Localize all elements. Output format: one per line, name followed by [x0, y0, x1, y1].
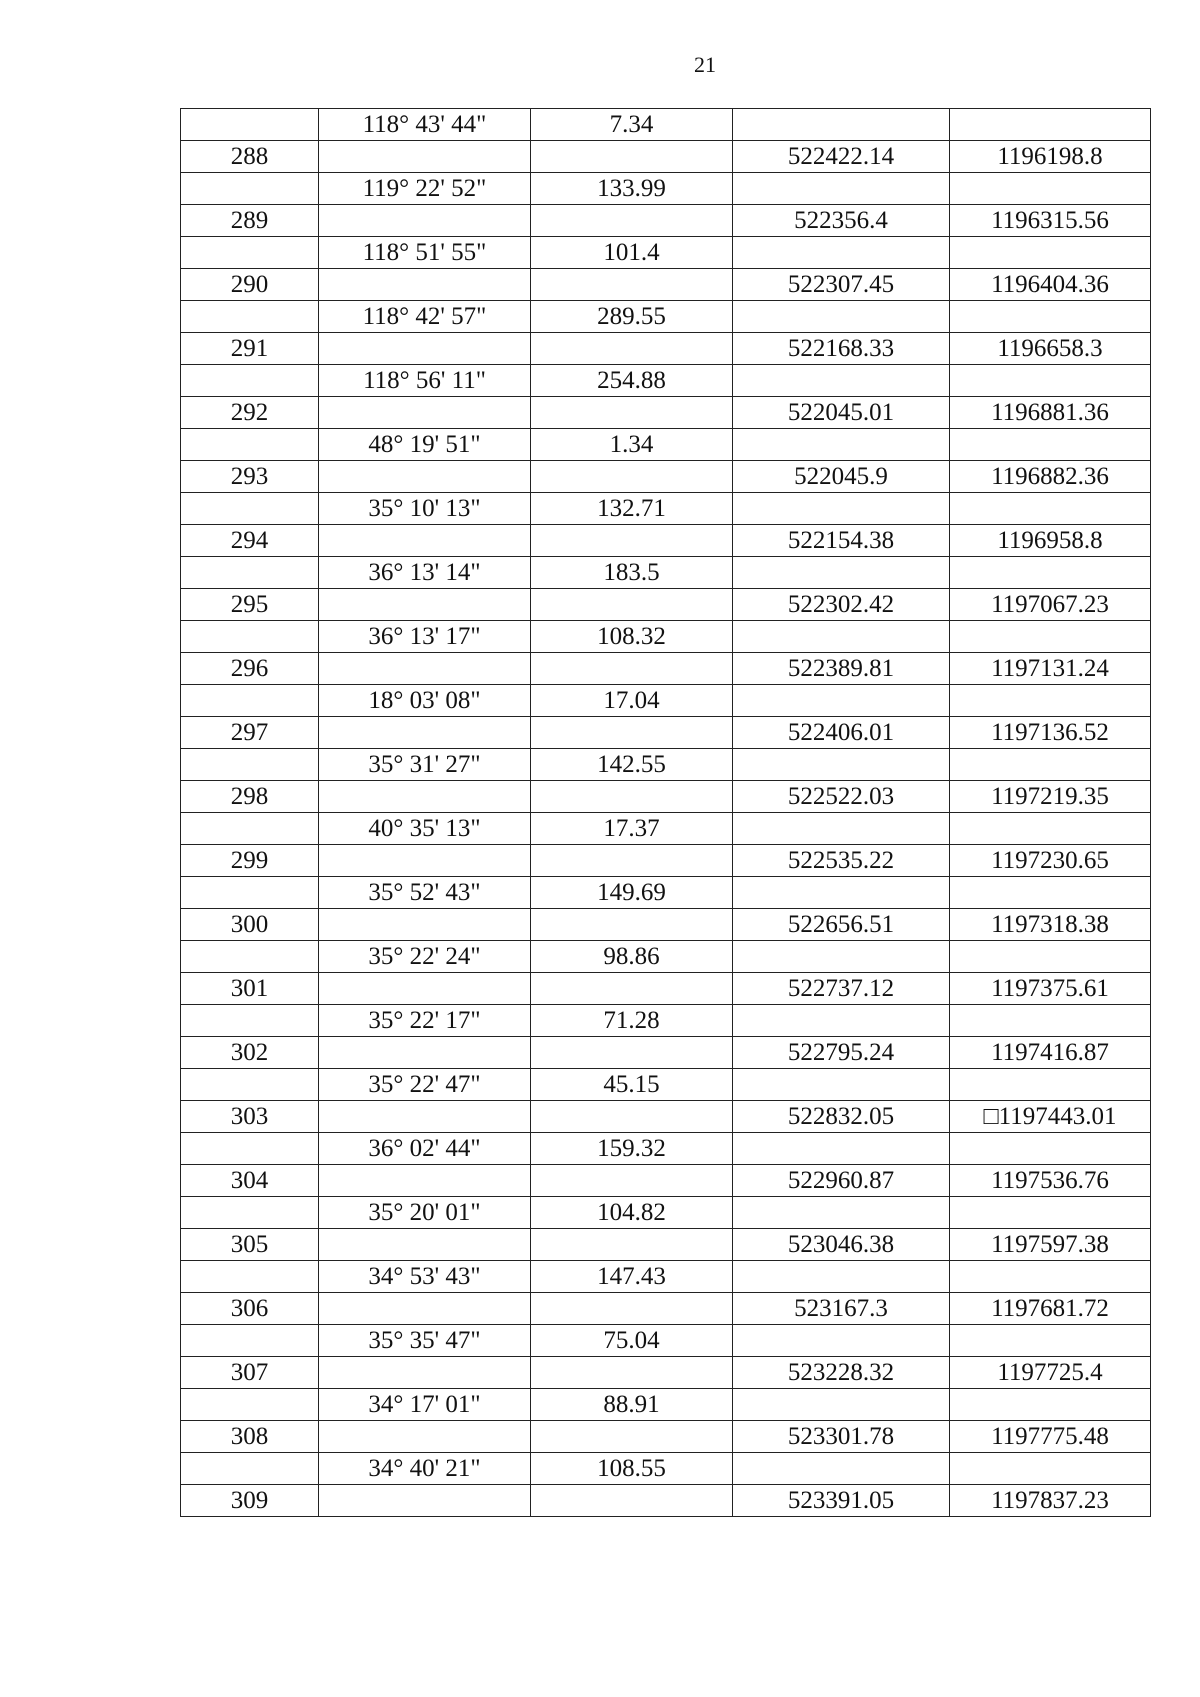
cell-bearing [319, 717, 531, 749]
cell-northing: 522737.12 [733, 973, 950, 1005]
cell-bearing: 118° 42' 57" [319, 301, 531, 333]
cell-distance: 183.5 [531, 557, 733, 589]
cell-northing [733, 813, 950, 845]
cell-northing [733, 1261, 950, 1293]
cell-northing: 522406.01 [733, 717, 950, 749]
cell-bearing: 34° 53' 43" [319, 1261, 531, 1293]
cell-bearing: 35° 52' 43" [319, 877, 531, 909]
cell-easting: 1197837.23 [950, 1485, 1151, 1517]
cell-distance [531, 909, 733, 941]
cell-northing: 522832.05 [733, 1101, 950, 1133]
cell-easting [950, 429, 1151, 461]
cell-distance: 17.37 [531, 813, 733, 845]
survey-coordinates-table [180, 108, 1151, 1517]
cell-station: 294 [181, 525, 319, 557]
cell-northing [733, 1133, 950, 1165]
cell-northing: 523046.38 [733, 1229, 950, 1261]
cell-bearing: 48° 19' 51" [319, 429, 531, 461]
table-row [181, 813, 1151, 845]
cell-northing [733, 621, 950, 653]
cell-station: 307 [181, 1357, 319, 1389]
cell-bearing [319, 1101, 531, 1133]
cell-bearing [319, 141, 531, 173]
cell-station [181, 813, 319, 845]
cell-bearing: 35° 22' 24" [319, 941, 531, 973]
table-row [181, 1453, 1151, 1485]
cell-distance [531, 781, 733, 813]
cell-easting [950, 1005, 1151, 1037]
cell-easting [950, 1453, 1151, 1485]
cell-bearing: 35° 31' 27" [319, 749, 531, 781]
cell-easting [950, 365, 1151, 397]
cell-northing: 522960.87 [733, 1165, 950, 1197]
cell-easting [950, 1261, 1151, 1293]
cell-bearing: 36° 13' 14" [319, 557, 531, 589]
cell-station [181, 877, 319, 909]
cell-northing [733, 109, 950, 141]
cell-northing: 522535.22 [733, 845, 950, 877]
cell-bearing: 118° 51' 55" [319, 237, 531, 269]
table-row [181, 429, 1151, 461]
cell-bearing: 35° 10' 13" [319, 493, 531, 525]
table-row [181, 109, 1151, 141]
table-row [181, 205, 1151, 237]
cell-station [181, 1453, 319, 1485]
cell-easting [950, 557, 1151, 589]
table-row [181, 269, 1151, 301]
cell-easting [950, 173, 1151, 205]
table-row [181, 749, 1151, 781]
cell-easting: 1197136.52 [950, 717, 1151, 749]
cell-easting [950, 1389, 1151, 1421]
cell-station [181, 237, 319, 269]
cell-distance [531, 973, 733, 1005]
cell-distance [531, 1101, 733, 1133]
cell-easting [950, 1069, 1151, 1101]
cell-easting [950, 685, 1151, 717]
table-row [181, 173, 1151, 205]
cell-station: 302 [181, 1037, 319, 1069]
table-row [181, 685, 1151, 717]
cell-distance: 147.43 [531, 1261, 733, 1293]
cell-bearing [319, 1165, 531, 1197]
cell-easting [950, 749, 1151, 781]
cell-station [181, 429, 319, 461]
cell-bearing [319, 1357, 531, 1389]
cell-bearing: 40° 35' 13" [319, 813, 531, 845]
cell-distance [531, 1357, 733, 1389]
cell-northing [733, 1005, 950, 1037]
cell-bearing [319, 1229, 531, 1261]
cell-bearing: 35° 22' 47" [319, 1069, 531, 1101]
cell-northing [733, 557, 950, 589]
cell-northing: 522154.38 [733, 525, 950, 557]
cell-distance: 133.99 [531, 173, 733, 205]
cell-station: 297 [181, 717, 319, 749]
table-row [181, 237, 1151, 269]
cell-distance [531, 525, 733, 557]
cell-easting: 1197597.38 [950, 1229, 1151, 1261]
cell-distance: 254.88 [531, 365, 733, 397]
cell-distance: 159.32 [531, 1133, 733, 1165]
cell-easting [950, 109, 1151, 141]
cell-bearing [319, 1421, 531, 1453]
cell-bearing: 35° 35' 47" [319, 1325, 531, 1357]
cell-station [181, 749, 319, 781]
cell-station: 309 [181, 1485, 319, 1517]
cell-northing: 522302.42 [733, 589, 950, 621]
table-row [181, 973, 1151, 1005]
cell-bearing [319, 909, 531, 941]
table-row [181, 717, 1151, 749]
cell-distance: 132.71 [531, 493, 733, 525]
cell-northing [733, 1325, 950, 1357]
cell-distance: 45.15 [531, 1069, 733, 1101]
cell-bearing [319, 653, 531, 685]
cell-distance: 17.04 [531, 685, 733, 717]
cell-northing: 522356.4 [733, 205, 950, 237]
cell-easting: 1196882.36 [950, 461, 1151, 493]
table-row [181, 1133, 1151, 1165]
cell-station [181, 557, 319, 589]
cell-northing [733, 685, 950, 717]
cell-bearing [319, 1037, 531, 1069]
table-row [181, 333, 1151, 365]
cell-northing [733, 493, 950, 525]
table-body [181, 109, 1151, 1517]
cell-northing: 523167.3 [733, 1293, 950, 1325]
cell-easting [950, 941, 1151, 973]
cell-easting: 1197067.23 [950, 589, 1151, 621]
table-row [181, 461, 1151, 493]
cell-station: 303 [181, 1101, 319, 1133]
cell-northing: 522045.01 [733, 397, 950, 429]
cell-distance: 101.4 [531, 237, 733, 269]
cell-station [181, 1005, 319, 1037]
cell-distance: 104.82 [531, 1197, 733, 1229]
cell-easting: 1196198.8 [950, 141, 1151, 173]
cell-bearing: 34° 17' 01" [319, 1389, 531, 1421]
cell-easting: 1197219.35 [950, 781, 1151, 813]
cell-distance: 7.34 [531, 109, 733, 141]
cell-easting [950, 493, 1151, 525]
cell-bearing [319, 525, 531, 557]
cell-easting [950, 1197, 1151, 1229]
cell-station [181, 1261, 319, 1293]
cell-bearing [319, 589, 531, 621]
table-row [181, 1293, 1151, 1325]
cell-station [181, 1133, 319, 1165]
cell-northing [733, 1069, 950, 1101]
cell-northing [733, 365, 950, 397]
cell-station: 308 [181, 1421, 319, 1453]
cell-northing [733, 1389, 950, 1421]
table-row [181, 1005, 1151, 1037]
cell-northing [733, 429, 950, 461]
cell-distance [531, 397, 733, 429]
cell-northing [733, 941, 950, 973]
table-row [181, 525, 1151, 557]
cell-distance [531, 589, 733, 621]
cell-northing: 522168.33 [733, 333, 950, 365]
cell-northing: 522795.24 [733, 1037, 950, 1069]
cell-distance: 75.04 [531, 1325, 733, 1357]
table-row [181, 653, 1151, 685]
cell-northing: 522656.51 [733, 909, 950, 941]
cell-bearing: 119° 22' 52" [319, 173, 531, 205]
cell-distance [531, 1421, 733, 1453]
cell-station: 301 [181, 973, 319, 1005]
table-row [181, 1325, 1151, 1357]
table-row [181, 141, 1151, 173]
table-row [181, 493, 1151, 525]
cell-station [181, 1389, 319, 1421]
table-row [181, 1421, 1151, 1453]
cell-northing: 522307.45 [733, 269, 950, 301]
cell-distance: 142.55 [531, 749, 733, 781]
cell-distance [531, 653, 733, 685]
cell-station: 289 [181, 205, 319, 237]
cell-station [181, 1197, 319, 1229]
cell-easting [950, 1325, 1151, 1357]
cell-station [181, 685, 319, 717]
cell-bearing [319, 973, 531, 1005]
table-row [181, 1229, 1151, 1261]
table-row [181, 1357, 1151, 1389]
cell-distance [531, 1165, 733, 1197]
cell-northing: 523391.05 [733, 1485, 950, 1517]
table-row [181, 1165, 1151, 1197]
cell-northing [733, 301, 950, 333]
cell-distance: 71.28 [531, 1005, 733, 1037]
cell-northing: 522389.81 [733, 653, 950, 685]
cell-station: 305 [181, 1229, 319, 1261]
cell-distance [531, 141, 733, 173]
page-number: 21 [694, 52, 716, 77]
cell-bearing: 34° 40' 21" [319, 1453, 531, 1485]
cell-station: 293 [181, 461, 319, 493]
table-row [181, 621, 1151, 653]
cell-bearing [319, 1293, 531, 1325]
cell-bearing: 118° 56' 11" [319, 365, 531, 397]
cell-distance: 98.86 [531, 941, 733, 973]
cell-bearing [319, 269, 531, 301]
cell-northing: 523228.32 [733, 1357, 950, 1389]
cell-distance [531, 1485, 733, 1517]
cell-station: 288 [181, 141, 319, 173]
table-row [181, 1037, 1151, 1069]
cell-bearing: 18° 03' 08" [319, 685, 531, 717]
cell-station: 292 [181, 397, 319, 429]
cell-easting: 1197131.24 [950, 653, 1151, 685]
cell-distance: 1.34 [531, 429, 733, 461]
cell-station: 296 [181, 653, 319, 685]
cell-station [181, 1069, 319, 1101]
cell-easting: 1197375.61 [950, 973, 1151, 1005]
cell-station [181, 493, 319, 525]
cell-station [181, 941, 319, 973]
cell-distance [531, 269, 733, 301]
cell-station: 295 [181, 589, 319, 621]
cell-station [181, 1325, 319, 1357]
cell-distance: 108.55 [531, 1453, 733, 1485]
cell-northing [733, 1453, 950, 1485]
cell-easting: 1196658.3 [950, 333, 1151, 365]
cell-easting: 1197681.72 [950, 1293, 1151, 1325]
table-row [181, 365, 1151, 397]
cell-easting: 1196881.36 [950, 397, 1151, 429]
cell-distance: 108.32 [531, 621, 733, 653]
table-row [181, 1485, 1151, 1517]
cell-easting [950, 621, 1151, 653]
cell-northing: 523301.78 [733, 1421, 950, 1453]
cell-easting: 1196958.8 [950, 525, 1151, 557]
cell-distance [531, 1229, 733, 1261]
table-row [181, 1101, 1151, 1133]
cell-easting [950, 1133, 1151, 1165]
cell-northing: 522045.9 [733, 461, 950, 493]
cell-bearing: 118° 43' 44" [319, 109, 531, 141]
cell-distance [531, 1293, 733, 1325]
cell-bearing [319, 781, 531, 813]
cell-easting [950, 301, 1151, 333]
cell-distance: 289.55 [531, 301, 733, 333]
cell-station [181, 621, 319, 653]
table-row [181, 909, 1151, 941]
cell-northing [733, 237, 950, 269]
cell-station [181, 301, 319, 333]
cell-station [181, 365, 319, 397]
cell-station: 290 [181, 269, 319, 301]
cell-easting: 1197416.87 [950, 1037, 1151, 1069]
table-row [181, 877, 1151, 909]
cell-northing: 522522.03 [733, 781, 950, 813]
cell-station: 298 [181, 781, 319, 813]
cell-easting: 1196315.56 [950, 205, 1151, 237]
table-row [181, 1197, 1151, 1229]
cell-station [181, 109, 319, 141]
cell-station: 304 [181, 1165, 319, 1197]
cell-station: 300 [181, 909, 319, 941]
cell-bearing [319, 845, 531, 877]
table-row [181, 397, 1151, 429]
cell-bearing [319, 205, 531, 237]
table-row [181, 589, 1151, 621]
cell-easting: 1197536.76 [950, 1165, 1151, 1197]
cell-bearing: 35° 20' 01" [319, 1197, 531, 1229]
table-row [181, 1389, 1151, 1421]
cell-easting [950, 877, 1151, 909]
cell-distance [531, 717, 733, 749]
table-row [181, 301, 1151, 333]
cell-distance [531, 333, 733, 365]
table-row [181, 1069, 1151, 1101]
cell-northing [733, 1197, 950, 1229]
cell-station: 306 [181, 1293, 319, 1325]
cell-bearing [319, 397, 531, 429]
cell-distance: 149.69 [531, 877, 733, 909]
table-row [181, 1261, 1151, 1293]
cell-easting: □1197443.01 [950, 1101, 1151, 1133]
cell-bearing [319, 461, 531, 493]
cell-easting: 1196404.36 [950, 269, 1151, 301]
cell-bearing: 36° 13' 17" [319, 621, 531, 653]
cell-station: 299 [181, 845, 319, 877]
cell-easting: 1197725.4 [950, 1357, 1151, 1389]
cell-distance [531, 205, 733, 237]
cell-bearing [319, 333, 531, 365]
cell-bearing [319, 1485, 531, 1517]
cell-station: 291 [181, 333, 319, 365]
cell-easting: 1197230.65 [950, 845, 1151, 877]
cell-easting: 1197318.38 [950, 909, 1151, 941]
cell-distance [531, 845, 733, 877]
cell-distance [531, 461, 733, 493]
cell-distance: 88.91 [531, 1389, 733, 1421]
cell-northing [733, 173, 950, 205]
cell-bearing: 36° 02' 44" [319, 1133, 531, 1165]
table-row [181, 845, 1151, 877]
cell-northing [733, 877, 950, 909]
cell-bearing: 35° 22' 17" [319, 1005, 531, 1037]
cell-easting: 1197775.48 [950, 1421, 1151, 1453]
cell-easting [950, 813, 1151, 845]
cell-distance [531, 1037, 733, 1069]
table-row [181, 557, 1151, 589]
cell-easting [950, 237, 1151, 269]
cell-station [181, 173, 319, 205]
cell-northing: 522422.14 [733, 141, 950, 173]
cell-northing [733, 749, 950, 781]
table-row [181, 941, 1151, 973]
table-row [181, 781, 1151, 813]
